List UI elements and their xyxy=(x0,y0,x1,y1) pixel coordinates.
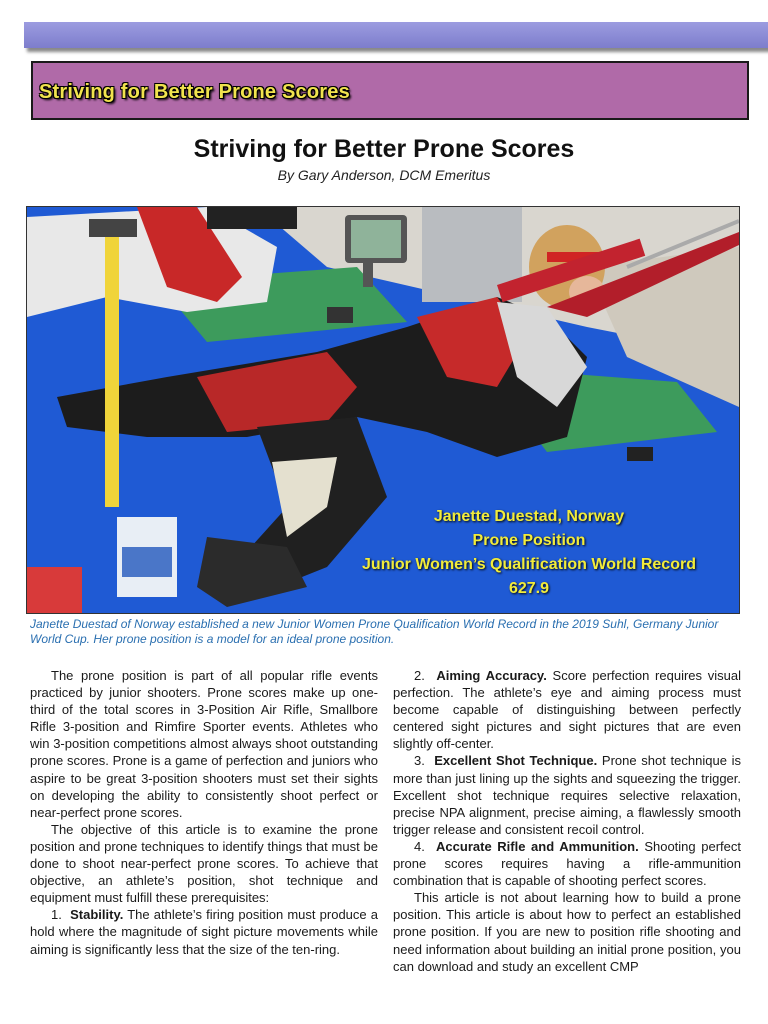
overlay-score: 627.9 xyxy=(508,580,550,597)
list-text: The athlete’s firing position must produce a hold where the magnitude of sight picture movements while aiming is significantly less that the size of the ten-ring. xyxy=(30,907,379,957)
list-item-shot-technique xyxy=(393,752,741,837)
list-heading: Stability. xyxy=(70,907,124,923)
banner-title: Striving for Better Prone Scores xyxy=(39,81,350,103)
paragraph-intro: The prone position is part of all popular rifle events practiced by junior shooters. Prone scores make up one-third of the total scores in 3-Position Air Rifle, Smallbore Rifle 3-position and Rimfire Sporter events. Athletes who win 3-position competitions almost always shoot outstanding prone scores. Prone is a game of perfection and juniors who aspire to be great 3-position shooters must set their sights on developing the ability to consistently shoot perfect or near-perfect prone scores. xyxy=(30,668,378,820)
header-bar xyxy=(24,22,768,48)
left-column xyxy=(30,667,378,958)
article-title: Striving for Better Prone Scores xyxy=(193,135,575,163)
photo-caption: Janette Duestad of Norway established a new Junior Women Prone Qualification World Record in the 2019 Suhl, Germany Junior World Cup. Her prone position is a model for an ideal prone position. xyxy=(30,617,719,646)
list-number: 3. xyxy=(414,753,425,769)
list-text: Shooting perfect prone scores requires having a rifle-ammunition combination that is capable of shooting perfect scores. xyxy=(393,838,741,889)
list-item-rifle-ammunition xyxy=(393,838,741,889)
list-number: 2. xyxy=(414,668,425,683)
list-text: Prone shot technique is more than just lining up the sights and squeezing the trigger. Excellent shot technique requires selective relaxation, precise NPA alignment, precise aiming, a flawlessly smooth trigger release and consistent recoil control. xyxy=(393,753,741,837)
section-banner xyxy=(31,61,749,120)
list-heading: Aiming Accuracy. xyxy=(436,668,547,683)
list-number: 1. xyxy=(51,907,62,923)
photo-overlay-caption xyxy=(329,505,729,601)
right-column xyxy=(393,667,741,975)
list-heading: Excellent Shot Technique. xyxy=(434,753,598,769)
list-item-stability xyxy=(30,906,378,957)
overlay-athlete-name: Janette Duestad, Norway xyxy=(433,508,625,525)
overlay-record-title: Junior Women’s Qualification World Record xyxy=(362,556,696,573)
article-photo xyxy=(26,206,740,614)
article-byline: By Gary Anderson, DCM Emeritus xyxy=(277,167,491,183)
overlay-position: Prone Position xyxy=(472,532,586,549)
list-item-aiming-accuracy xyxy=(393,667,741,752)
paragraph-article-scope: This article is not about learning how to build a prone position. This article is about how to perfect an established prone position. If you are new to position rifle shooting and need information about building an initial prone position, you can download and study an excellent CMP xyxy=(393,890,741,974)
paragraph-objective: The objective of this article is to examine the prone position and prone techniques to identify things that must be done to shoot near-perfect prone scores. To achieve that objective, an athlete’s position, shot technique and equipment must fulfill these prerequisites: xyxy=(30,821,378,906)
list-text: Score perfection requires visual perfection. The athlete’s eye and aiming process must become capable of distinguishing between perfectly centered sight pictures and sight pictures that are even slightly off-center. xyxy=(393,668,741,752)
list-number: 4. xyxy=(414,838,425,854)
list-heading: Accurate Rifle and Ammunition. xyxy=(436,838,639,854)
